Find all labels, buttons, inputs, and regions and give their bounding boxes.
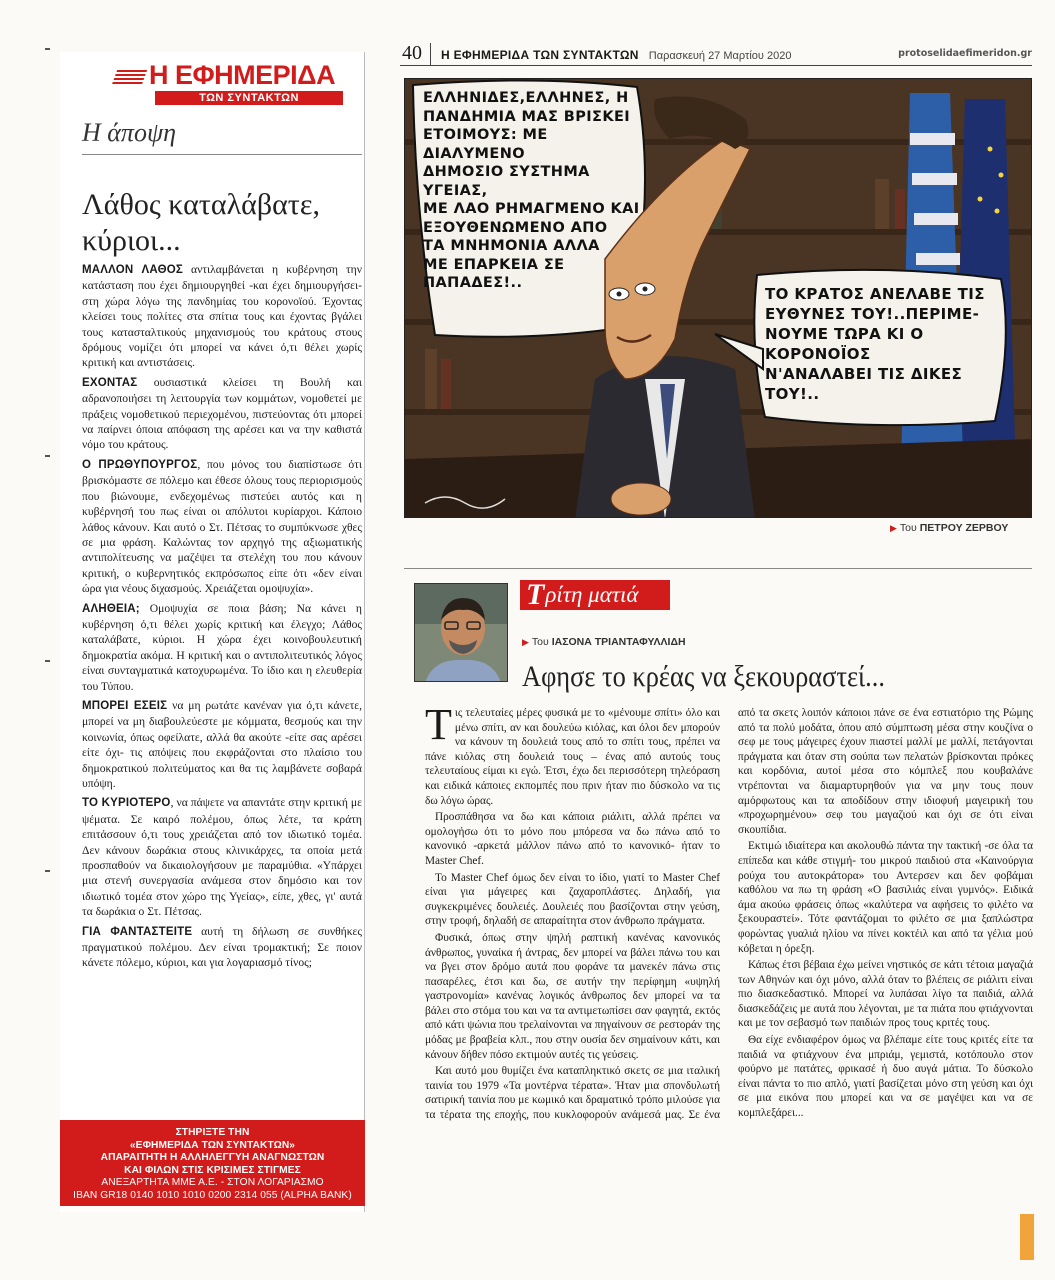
column-banner — [520, 580, 670, 610]
bubble-line: Ν'ΑΝΑΛΑΒΕΙ ΤΙΣ ΔΙΚΕΣ ΤΟΥ!.. — [765, 365, 963, 403]
bubble-line: ΤΟ ΚΡΑΤΟΣ ΑΝΕΛΑΒΕ ΤΙΣ — [765, 285, 985, 303]
byline-prefix: Του — [531, 636, 549, 648]
bubble-line: ΕΛΛΗΝΙΔΕΣ,ΕΛΛΗΝΕΣ, Η — [423, 90, 629, 106]
paragraph-text: , να πάψετε να απαντάτε στην κριτική με ψέματα. Σε καιρό πολέμου, όπως λέτε, τα κράτη επιτάσσουν ό,τι τους χρειάζεται από τον ιδιωτικό τομέα. Δεν κάνουν δωράκια στους κλινικάρχες, τα οποία μετά προσπαθούν να δικαιολογήσουν με παραμύθια. «Υπάρχει μια στενή συνεργασία ανάμεσα στον δημόσιο και τον ιδιωτικό τομέα στον χώρο της Υγείας», είπε, χθες, γι' αυτά τα δωράκια ο Στ. Πέτσας. — [82, 796, 362, 919]
editorial-paragraph — [82, 601, 362, 694]
paragraph-lead: ΓΙΑ ΦΑΝΤΑΣΤΕΙΤΕ — [82, 925, 193, 938]
bubble-line: ΠΑΠΑΔΕΣ!.. — [423, 275, 523, 291]
speech-bubble-left — [423, 89, 653, 293]
support-line: ΑΝΕΞΑΡΤΗΤΑ ΜΜΕ Α.Ε. - ΣΤΟΝ ΛΟΓΑΡΙΑΣΜΟ — [101, 1177, 324, 1188]
article-paragraph: Και αυτό μου θυμίζει ένα καταπληκτικό σκετς σε μια ιταλική ταινία του 1979 «Τα μοντέρνα τέρατα». Ήταν μια σπονδυλωτή σατιρική ταινία που με κωμικό και δραματικό τρόπο μιλούσε για τα τέρατα της εποχής, που κυκλοφορούν ανάμεσά μας. Σε ένα από τα σκετς λοιπόν κάποιοι πάνε σε ένα εστιατόριο της Ρώμης από τα πολύ μοδάτα, όπου από σύμπτωση μέσα στην κουζίνα ο σεφ με τους μάγειρες έχουν πιαστεί μαλλί με μαλλί, πετάγονται πράγματα και όταν στη σούπα των πελατών βρίσκονται πρόκες και κορδόνια, αυτοί μέσα στο κόμπλεξ που κουβαλάνε ντρέπονται να διαμαρτυρηθούν για να μην τους πουν αμόρφωτους και τα αποδίδουν στην ιδιοφυή μαγειρική του «προχωρημένου» σεφ του μαγαζιού και όχι σε ότι είναι σκουπίδια. — [425, 707, 1033, 1122]
cartoon-credit — [890, 522, 1008, 534]
article-paragraph: Εκτιμώ ιδιαίτερα και ακολουθώ πάντα την τακτική -σε όλα τα επίπεδα και κάθε στιγμή- του μικρού παιδιού στα «Καινούργια ρούχα του αυτοκράτορα» του Αντερσεν και δεν φοβάμαι καθόλου να πω τη φράση «Ο βασιλιάς είναι γυμνός». Ειδικά άμα ακούω φράσεις όπως «καλύτερα να αφήσεις το φιλέτο να ξεκουραστεί». Τότε φαντάζομαι το φιλέτο σε μια ξαπλώστρα φορώντας γυαλιά ηλίου να πίνει κοκτέιλ και από τα γέλια μού κόβεται η όρεξη. — [738, 840, 1033, 955]
banner-text: ρίτη ματιά — [545, 582, 639, 607]
author-portrait-icon — [415, 584, 508, 682]
support-line: ΣΤΗΡΙΞΤΕ ΤΗΝ — [175, 1127, 250, 1138]
paragraph-text: Ομοψυχία σε ποια βάση; Να κάνει η κυβέρνηση ό,τι θέλει χωρίς κριτική και έλεγχο; Λάθος καταλάβατε, κύριοι. Η χώρα έχει κοινοβουλευτική δημοκρατία ακόμα. Η κριτική και ο αντιπολιτευτικός λόγος είναι συνταγματικά κατοχυρωμένα. Το ίδιο και η ελευθερία του Τύπου. — [82, 601, 362, 693]
watermark: protoselidaefimeridon.gr — [898, 48, 1032, 59]
support-box — [60, 1120, 365, 1206]
paragraph-text: αυτή τη δήλωση σε συνθήκες πραγματικού πολέμου. Δεν είναι τρομακτική; Σε ποιον κάνετε πόλεμο, κύριοι, και για λογαριασμό τίνος; — [82, 924, 362, 970]
article-paragraph: Προσπάθησα να δω και κάποια ριάλιτι, αλλά πρέπει να ομολογήσω ότι το μόνο που μπόρεσα να δω πάνω από το κανονικό -αρκετά μάλλον πάνω από το κανονικό- ήταν το Master Chef. — [425, 811, 720, 867]
cartoonist-name: ΠΕΤΡΟΥ ΖΕΡΒΟΥ — [919, 522, 1009, 534]
crop-mark — [45, 660, 50, 662]
speech-bubble-right — [765, 284, 1005, 404]
paragraph-lead: ΕΧΟΝΤΑΣ — [82, 376, 138, 389]
paragraph-lead: ΤΟ ΚΥΡΙΟΤΕΡΟ — [82, 797, 171, 810]
paragraph-text: αντιλαμβάνεται η κυβέρνηση την κατάσταση που έχει δημιουργηθεί -και έχει δημιουργήσει- στη χώρα λόγω της πανδημίας του κορονοϊού. Έχοντας κλείσει τους πολίτες στα σπίτια τους και έχοντας βγάλει τους κατασταλτικούς μηχανισμούς του κράτους στους δρόμους νομίζει ότι μπορεί να κάνει ό,τι θέλει χωρίς κριτική και αντιστάσεις. — [82, 263, 362, 370]
newspaper-logo — [115, 60, 355, 105]
column-byline — [522, 636, 686, 648]
editorial-paragraph — [82, 262, 362, 371]
paragraph-text: , που μόνος του διαπίστωσε ότι βρισκόμαστε σε πόλεμο και έθεσε όλους τους περιορισμούς που βιώνουμε, ενδεχομένως πιστεύει αυτός και η κυβέρνησή του πως είναι οι απόλυτοι κυρίαρχοι. Κάποιο λάθος κάνουν. Και αυτό ο Στ. Πέτσας το συμπύκνωσε χθες σε μια φράση. Καλώντας τον αρχηγό της αξιωματικής αντιπολίτευσης να μαζέψει τα στελέχη του που κάνουν κριτική, ο κυβερνητικός εκπρόσωπος είπε ότι «δεν είναι ώρα για νέους διχασμούς. Χρειάζεται ομοψυχία». — [82, 457, 363, 596]
paragraph-lead: ΜΑΛΛΟΝ ΛΑΘΟΣ — [82, 264, 183, 276]
support-line: «ΕΦΗΜΕΡΙΔΑ ΤΩΝ ΣΥΝΤΑΚΤΩΝ» — [129, 1139, 296, 1151]
arrow-icon: ▶ — [890, 523, 897, 533]
section-divider — [404, 568, 1032, 569]
page-number: 40 — [400, 43, 431, 65]
bubble-line: ΕΞΟΥΘΕΝΩΜΕΝΟ ΑΠΟ — [423, 219, 608, 236]
support-line: ΚΑΙ ΦΙΛΩΝ ΣΤΙΣ ΚΡΙΣΙΜΕΣ ΣΤΙΓΜΕΣ — [124, 1164, 301, 1176]
bubble-line: ΕΤΟΙΜΟΥΣ: ΜΕ ΔΙΑΛΥΜΕΝΟ — [423, 127, 548, 162]
article-paragraph: Θα είχε ενδιαφέρον όμως να βλέπαμε είτε τους κριτές είτε τα παιδιά να φτιάχνουν ένα μπριάμ, γεμιστά, κοτόπουλο στον φούρνο με πατάτες, φρικασέ ή δυο αυγά μάτια. Το δύσκολο είναι πάντα το πιο απλό, γιατί βασίζεται μόνο στη γεύση και όχι σε μια εικόνα που μπορεί και να σε μαγέψει και να σε κομπλεξάρει... — [738, 1034, 1033, 1120]
logo-sub-text: ΤΩΝ ΣΥΝΤΑΚΤΩΝ — [155, 91, 343, 105]
bubble-line: ΜΕ ΛΑΟ ΡΗΜΑΓΜΕΝΟ ΚΑΙ — [423, 201, 640, 217]
bubble-line: ΔΗΜΟΣΙΟ ΣΥΣΤΗΜΑ ΥΓΕΙΑΣ, — [423, 164, 590, 199]
article-paragraph: Κάπως έτσι βέβαια έχω μείνει νηστικός σε κάτι τέτοια μαγαζιά των Αθηνών και όχι μόνο, αλλά όταν το βλέπεις σε ριάλιτι είναι πιο διασκεδαστικό. Μπορεί να λυπάσαι λίγο τα παιδιά, αλλά διασκεδάζεις με αυτά που λέγονται, με τα πιάτα που φτιάχνονται και με τον σεβασμό των παιδιών προς τους κριτές τους. — [738, 959, 1033, 1030]
editorial-body — [82, 262, 362, 975]
arrow-icon: ▶ — [522, 637, 529, 647]
article-paragraph — [425, 700, 720, 808]
support-line: ΑΠΑΡΑΙΤΗΤΗ Η ΑΛΛΗΛΕΓΓΥΗ ΑΝΑΓΝΩΣΤΩΝ — [100, 1152, 325, 1163]
crop-mark — [45, 48, 50, 50]
issue-date: Παρασκευή 27 Μαρτίου 2020 — [648, 50, 792, 62]
author-name: ΙΑΣΟΝΑ ΤΡΙΑΝΤΑΦΥΛΛΙΔΗ — [551, 636, 686, 648]
article-paragraph: Φυσικά, όπως στην ψηλή ραπτική κανένας κανονικός άνθρωπος, γυναίκα ή άντρας, δεν μπορεί να βάλει πάνω του και να βγει στον δρόμο αυτά που φοράνε τα μανεκέν πάνω στις πασαρέλες, έτσι και δω, σε αυτήν την περίφημη «υψηλή γαστρονομία» κανένας λογικός άνθρωπος δεν μπορεί να τα βάλει στο στόμα του και να τα αντιμετωπίσει σαν φαγητά, εκτός από κάτι ψώνια που τρελαίνονται να πηγαίνουν σε ρεστοράν της μόδας με βραβεία κλπ., που στην ουσία δεν σημαίνουν κάτι, και κάνουν δήθεν πόσο εκτιμούν αυτές τις γεύσεις. — [425, 931, 720, 1061]
credit-prefix: Του — [899, 522, 917, 534]
editorial-paragraph — [82, 924, 362, 971]
first-paragraph-text: ις τελευταίες μέρες φυσικά με το «μένουμε σπίτι» όλο και μένω σπίτι, αν και δουλεύω κιόλας, και όλοι δεν μπορούν να κάνουν τη δουλειά τους από το σπίτι τους, πρέπει να πάνε κιόλας στη δουλειά τους – ένας από αυτούς τους τελευταίους είμαι κι εγώ. Έτσι, έχω δει περισσότερη τηλεόραση και ειδικά κάποιες εκπομπές που πριν ήταν πιο δύσκολο να τις δω λόγω ώρας. — [425, 707, 720, 807]
article-title: Αφησε το κρέας να ξεκουραστεί... — [522, 660, 885, 693]
paper-name: Η ΕΦΗΜΕΡΙΔΑ ΤΩΝ ΣΥΝΤΑΚΤΩΝ — [441, 48, 639, 62]
logo-main-text: Η ΕΦΗΜΕΡΙΔΑ — [149, 60, 336, 90]
paragraph-text: να μη ρωτάτε κανέναν για ό,τι κάνετε, μπορεί να μη διαβουλεύεστε με κόμματα, θεσμούς και την κοινωνία, όπως οφείλατε, αλλά θα ακούτε -είτε σας αρέσει είτε όχι- τις απόψεις που εκφράζονται στο πλαίσιο του δημοκρατικού πολιτεύματος και θα τις λαμβάνετε σοβαρά υπόψη. — [82, 698, 362, 790]
paragraph-lead: Ο ΠΡΩΘΥΠΟΥΡΓΟΣ — [82, 458, 198, 471]
bubble-line: ΜΕ ΕΠΑΡΚΕΙΑ ΣΕ — [423, 256, 565, 273]
iban-line: IBAN GR18 0140 1010 1010 0200 2314 055 (ALPHA BANK) — [73, 1189, 352, 1201]
author-photo — [414, 583, 508, 682]
paragraph-lead: ΑΛΗΘΕΙΑ; — [82, 602, 140, 615]
crop-mark — [45, 870, 50, 872]
page-header — [400, 42, 1032, 66]
paragraph-text: ουσιαστικά κλείσει τη Βουλή και αδρανοποιήσει τη λειτουργία των κομμάτων, νομοθετεί με πράξεις νομοθετικού περιεχομένου, πιστεύοντας ότι μπορεί να παίρνει όποια απόφαση της αρέσει και να την καθιστά νόμο του κράτους. — [82, 375, 362, 452]
page-edge-tab — [1020, 1214, 1034, 1260]
bubble-line: ΕΥΘΥΝΕΣ ΤΟΥ!..ΠΕΡΙΜΕ- — [765, 305, 980, 323]
political-cartoon — [404, 78, 1032, 518]
crop-mark — [45, 455, 50, 457]
editorial-paragraph — [82, 375, 362, 453]
editorial-column — [60, 52, 365, 1212]
article-body — [425, 700, 1033, 1176]
banner-initial: Τ — [526, 578, 545, 611]
bubble-line: ΝΟΥΜΕ ΤΩΡΑ ΚΙ Ο ΚΟΡΟΝΟΪΟΣ — [765, 325, 924, 363]
editorial-paragraph — [82, 795, 362, 919]
logo-stripes-icon — [112, 68, 148, 84]
editorial-paragraph — [82, 698, 362, 791]
bubble-line: ΤΑ ΜΝΗΜΟΝΙΑ ΑΛΛΑ — [423, 238, 600, 254]
paragraph-lead: ΜΠΟΡΕΙ ΕΣΕΙΣ — [82, 699, 168, 712]
editorial-paragraph — [82, 457, 362, 597]
article-paragraph: Το Master Chef όμως δεν είναι το ίδιο, γιατί το Master Chef είναι για μάγειρες και ζαχαροπλάστες. Δηλαδή, για συγκεκριμένες δουλειές. Δουλειές που βασίζονται στην γεύση, στην τροφή, δηλαδή σε απαραίτητα στον άνθρωπο πράγματα. — [425, 871, 720, 928]
bubble-line: ΠΑΝΔΗΜΙΑ ΜΑΣ ΒΡΙΣΚΕΙ — [423, 108, 631, 125]
dropcap: Τ — [425, 700, 452, 749]
section-label: Η άποψη — [82, 118, 362, 155]
editorial-title: Λάθος καταλάβατε, κύριοι... — [82, 188, 320, 257]
